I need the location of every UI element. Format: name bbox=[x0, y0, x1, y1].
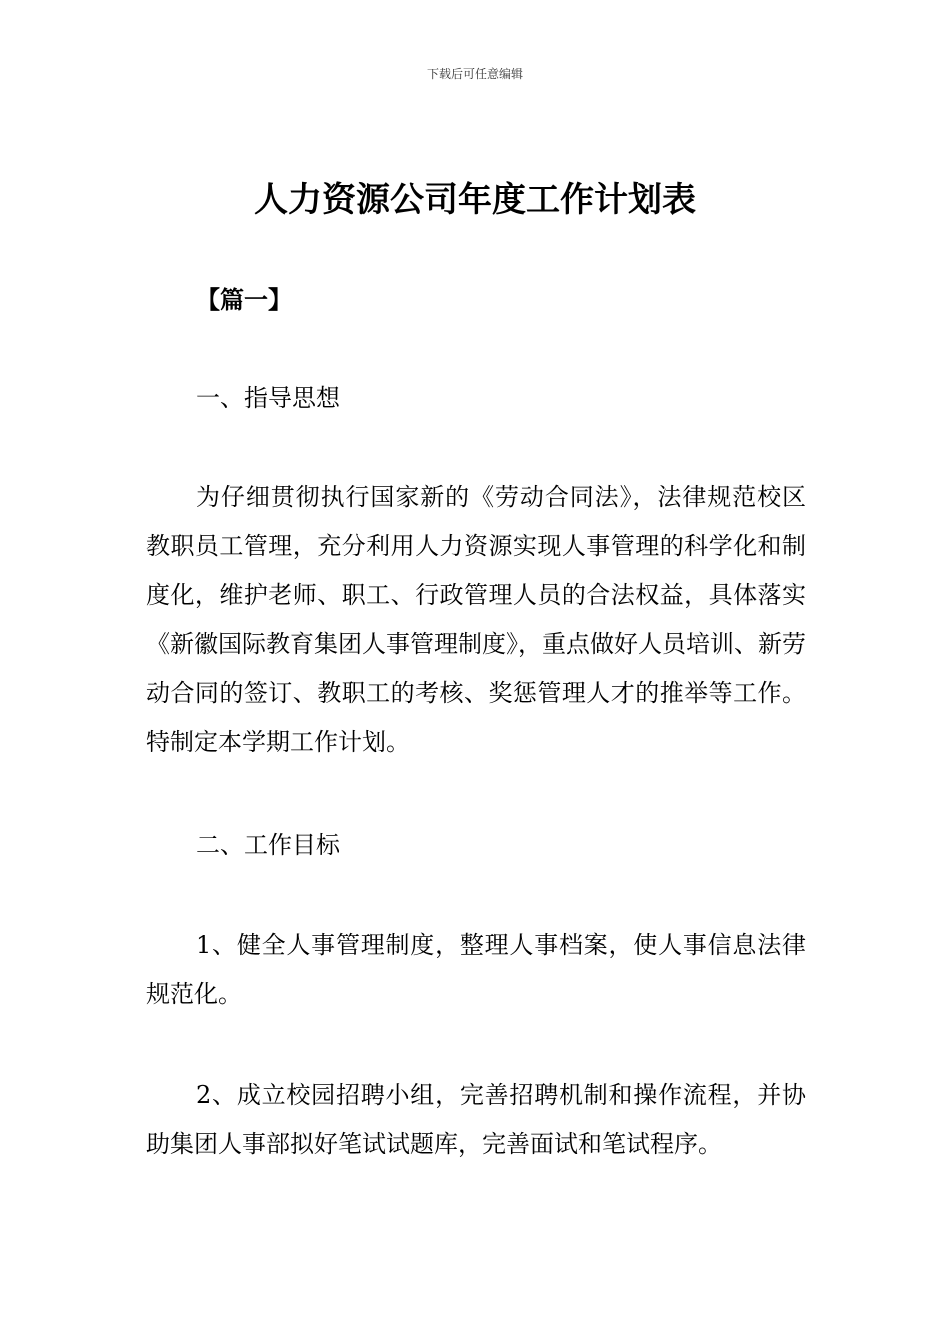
heading-work-goals: 二、工作目标 bbox=[196, 831, 340, 859]
document-title: 人力资源公司年度工作计划表 bbox=[254, 180, 696, 220]
paragraph-guiding-ideology: 为仔细贯彻执行国家新的《劳动合同法》，法律规范校区教职员工管理，充分利用人力资源实现人事管理的科学化和制度化，维护老师、职工、行政管理人员的合法权益，具体落实《新徽国际教育集团人事管理制度》，重点做好人员培训、新劳动合同的签订、教职工的考核、奖惩管理人才的推举等工作。特制定本学期工作计划。 bbox=[146, 483, 806, 756]
header-note: 下载后可任意编辑 bbox=[426, 67, 523, 81]
goal-item-1: 1、健全人事管理制度，整理人事档案，使人事信息法律规范化。 bbox=[146, 931, 806, 1008]
heading-guiding-ideology: 一、指导思想 bbox=[196, 384, 340, 412]
goal-item-2: 2、成立校园招聘小组，完善招聘机制和操作流程，并协助集团人事部拟好笔试试题库，完善面试和笔试程序。 bbox=[146, 1081, 806, 1158]
section-marker: 【篇一】 bbox=[196, 286, 292, 314]
